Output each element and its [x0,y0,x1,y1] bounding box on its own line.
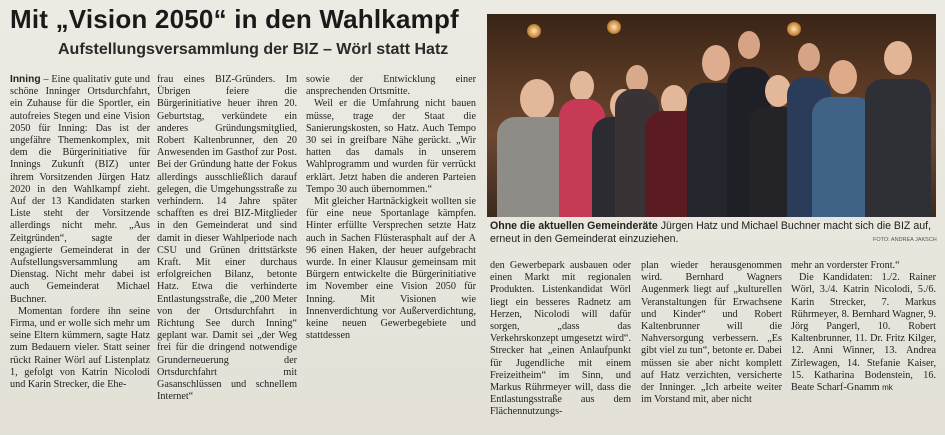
photo-credit: FOTO: ANDREA JAKSCH [873,237,937,243]
candidate-list: Die Kandidaten: 1./2. Rainer Wörl, 3./4. Katrin Nicolodi, 5./6. Karin Strecker, 7. Markus Rührmeyer, 8. Bernhard Wagner, 9. Jörg Pangerl, 10. Robert Kaltenbrunner, 11. Dr. Fritz Kilger, 12. Anni Winner, 13. Andrea Zirlewagen, 14. Stefanie Kaiser, 15. Katharina Bodenstein, 16. Beate Scharf-Gnamm [791,272,936,394]
article-column-6 [791,260,936,394]
caption-text: Jürgen Hatz und Michael Buchner macht sich die BIZ auf, erneut in den Gemeinderat einzuziehen. [490,220,932,245]
headline: Mit „Vision 2050“ in den Wahlkampf [10,4,459,34]
subheadline: Aufstellungsversammlung der BIZ – Wörl statt Hatz [58,41,449,58]
article-column-5 [641,260,782,406]
column-3-text-2: Weil er die Umfahrung nicht bauen müsse, trage der Staat die Sanierungskosten, so Hatz. Auch Tempo 30 sei in greifbare Nähe gerückt. „Wir hatten das damals in unserem Wahlprogramm und wurden für verrückt erklärt. Jetzt haben die anderen Parteien Tempo 30 auch übernommen.“ [306,98,476,195]
article-column-3 [306,74,476,342]
article-column-4 [490,260,631,419]
group-photo [487,14,936,217]
column-2-text: frau eines BIZ-Gründers. Im Übrigen feiere die Bürgerinitiative heuer ihren 20. Geburtstag, verkündete ein anderes Gründungsmitglied, Robert Kaltenbrunner, den 20 Anwesenden im Gasthof zur Post. Bei der Gründung hatte der Fokus allerdings ausschließlich darauf gelegen, die Umgehungsstraße zu verhindern. 14 Jahre später schafften es drei BIZ-Mitglieder in den Gemeinderat und sind damit in dieser Wahlperiode nach CSU und Grünen drittstärkste Kraft. Mit einer durchaus erfolgreichen Bilanz, betonte Hatz. Etwa die verhinderte Entlastungsstraße, die „200 Meter von der Ortsdurchfahrt in Richtung See durch Inning“ geplant war. Damit sei „der Weg frei für die dringend notwendige Grunderneuerung der Ortsdurchfahrt mit Gasanschlüssen und schnellem Internet“ [157,74,297,403]
column-1-text-2: Momentan fordere ihn seine Firma, und er wolle sich mehr um seine Eltern kümmern, sagte Hatz zum Bedauern vieler. Statt seiner rückt Rainer Wörl auf Listenplatz 1, gefolgt von Katrin Nicolodi und Karin Strecker, die Ehe- [10,305,150,391]
author-signature: mk [882,383,893,393]
article-column-1 [10,74,150,391]
column-5-text: plan wieder herausgenommen wird. Bernhard Wagners Augenmerk liegt auf „kulturellen Veranstaltungen für Erwachsene und Kinder“ und Robert Kaltenbrunner will die Nahversorgung verbessern. „Es gibt viel zu tun“, betonte er. Dabei müssen sie aber nicht komplett auf Hatz verzichten, versicherte der Inninger. „Ich arbeite weiter im Vorstand mit, aber nicht [641,260,782,406]
column-4-text: den Gewerbepark ausbauen oder einen Markt mit regionalen Produkten. Listenkandidat Wörl liegt ein besseres Radnetz am Herzen, Nicolodi will dafür sorgen, „dass das Verkehrskonzept umgesetzt wird“. Strecker hat „einen Anlaufpunkt für Jugendliche mit einem Freizeitheim“ im Sinn, und Markus Rührmeyer will, dass die Entlastungsstraße aus dem Flächennutzungs- [490,260,631,418]
column-6-text: mehr an vorderster Front.“ [791,260,900,271]
column-3-text: sowie der Entwicklung einer ansprechenden Ortsmitte. [306,74,476,98]
dateline: Inning [10,74,41,85]
column-3-text-3: Mit gleicher Hartnäckigkeit wollten sie für eine neue Sportanlage kämpfen. Hinter erfüllte Versprechen setzte Hatz auch in Sachen Flüsterasphalt auf der A 96 einen Haken, der heuer aufgebracht wurde. In einer Klausur gemeinsam mit Bürgern entwickelte die Bürgerinitiative im November eine Vision 2050 für Inning. Mit Visionen wie Innenverdichtung vor Außerverdichtung, keine neuen Gewerbegebiete und stattdessen [306,196,476,342]
article-column-2 [157,74,297,403]
column-1-text: – Eine qualitativ gute und schöne Inninger Ortsdurchfahrt, ein Zuhause für die Sportler, ein autofreies Stegen und eine Vision 2050 für Inning: Das ist der ungefähre Themenkomplex, mit dem die Bürgerinitiative für Innings Zukunft (BIZ) unter ihrem Vorsitzenden Jürgen Hatz 2020 in den Wahlkampf zieht. Auf der 13 Kandidaten starken Liste steht der Vorsitzende allerdings nicht mehr. „Aus Zeitgründen“, sagte der engagierte Gemeinderat in der Aufstellungsversammlung am Dienstag. Nicht mehr dabei ist auch Gemeinderat Michael Buchner. [10,74,150,305]
caption-bold: Ohne die aktuellen Gemeinderäte [490,220,658,232]
photo-caption [490,220,938,246]
